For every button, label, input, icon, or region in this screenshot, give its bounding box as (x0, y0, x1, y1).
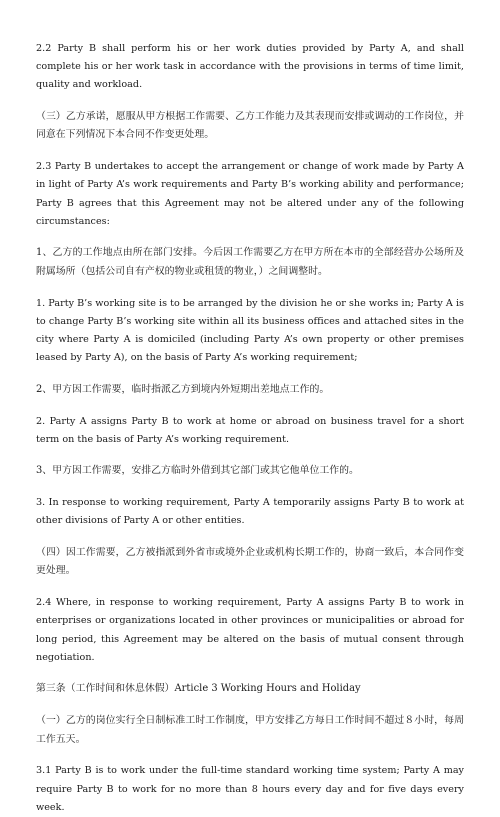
clause-2-2-en: 2.2 Party B shall perform his or her work duties provided by Party A, and shall complete his or her work task in accordance with the provisions in terms of time limit, quality and workload. (36, 43, 464, 91)
item-3-zh: 3、甲方因工作需要，安排乙方临时外借到其它部门或其它他单位工作的。 (36, 465, 359, 477)
clause-2-4-en: 2.4 Where, in response to working requirement, Party A assigns Party B to work in enterprises or organizations located in other provinces or municipalities or abroad for long period, this Agreement may be altered on the basis of mutual consent through negotiation. (36, 597, 464, 663)
item-2-zh: 2、甲方因工作需要，临时指派乙方到境内外短期出差地点工作的。 (36, 383, 330, 395)
item-3-en: 3. In response to working requirement, Party A temporarily assigns Party B to work at other divisions of Party A or other entities. (36, 497, 464, 527)
clause-2-4-zh: （四）因工作需要，乙方被指派到外省市或境外企业或机构长期工作的，协商一致后，本合同作变更处理。 (36, 547, 464, 577)
clause-3-1-zh: （一）乙方的岗位实行全日制标准工时工作制度，甲方安排乙方每日工作时间不超过８小时，每周工作五天。 (36, 715, 464, 745)
item-1-en: 1. Party B’s working site is to be arranged by the division he or she works in; Party A is to change Party B’s working site within all its business offices and attached sites in the city where Party A is domiciled (including Party A’s own property or other premises leased by Party A), on the basis of Party A’s working requirement; (36, 297, 464, 364)
article-3-heading: 第三条（工作时间和休息休假）Article 3 Working Hours and Holiday (36, 683, 361, 695)
item-1-zh: 1、乙方的工作地点由所在部门安排。今后因工作需要乙方在甲方所在本市的全部经营办公场所及附属场所（包括公司自有产权的物业或租赁的物业，）之间调整时。 (36, 247, 464, 277)
clause-2-3-en: 2.3 Party B undertakes to accept the arrangement or change of work made by Party A in light of Party A’s work requirements and Party B’s working ability and performance; Party B agrees that this Agreement may not be altered under any of the following circumstances: (36, 161, 464, 227)
clause-2-3-zh: （三）乙方承诺，愿服从甲方根据工作需要、乙方工作能力及其表现而安排或调动的工作岗位，并同意在下列情况下本合同不作变更处理。 (36, 111, 464, 141)
item-2-en: 2. Party A assigns Party B to work at home or abroad on business travel for a short term on the basis of Party A’s working requirement. (36, 415, 464, 445)
clause-3-1-en: 3.1 Party B is to work under the full-time standard working time system; Party A may require Party B to work for no more than 8 hours every day and for five days every week. (36, 765, 464, 813)
